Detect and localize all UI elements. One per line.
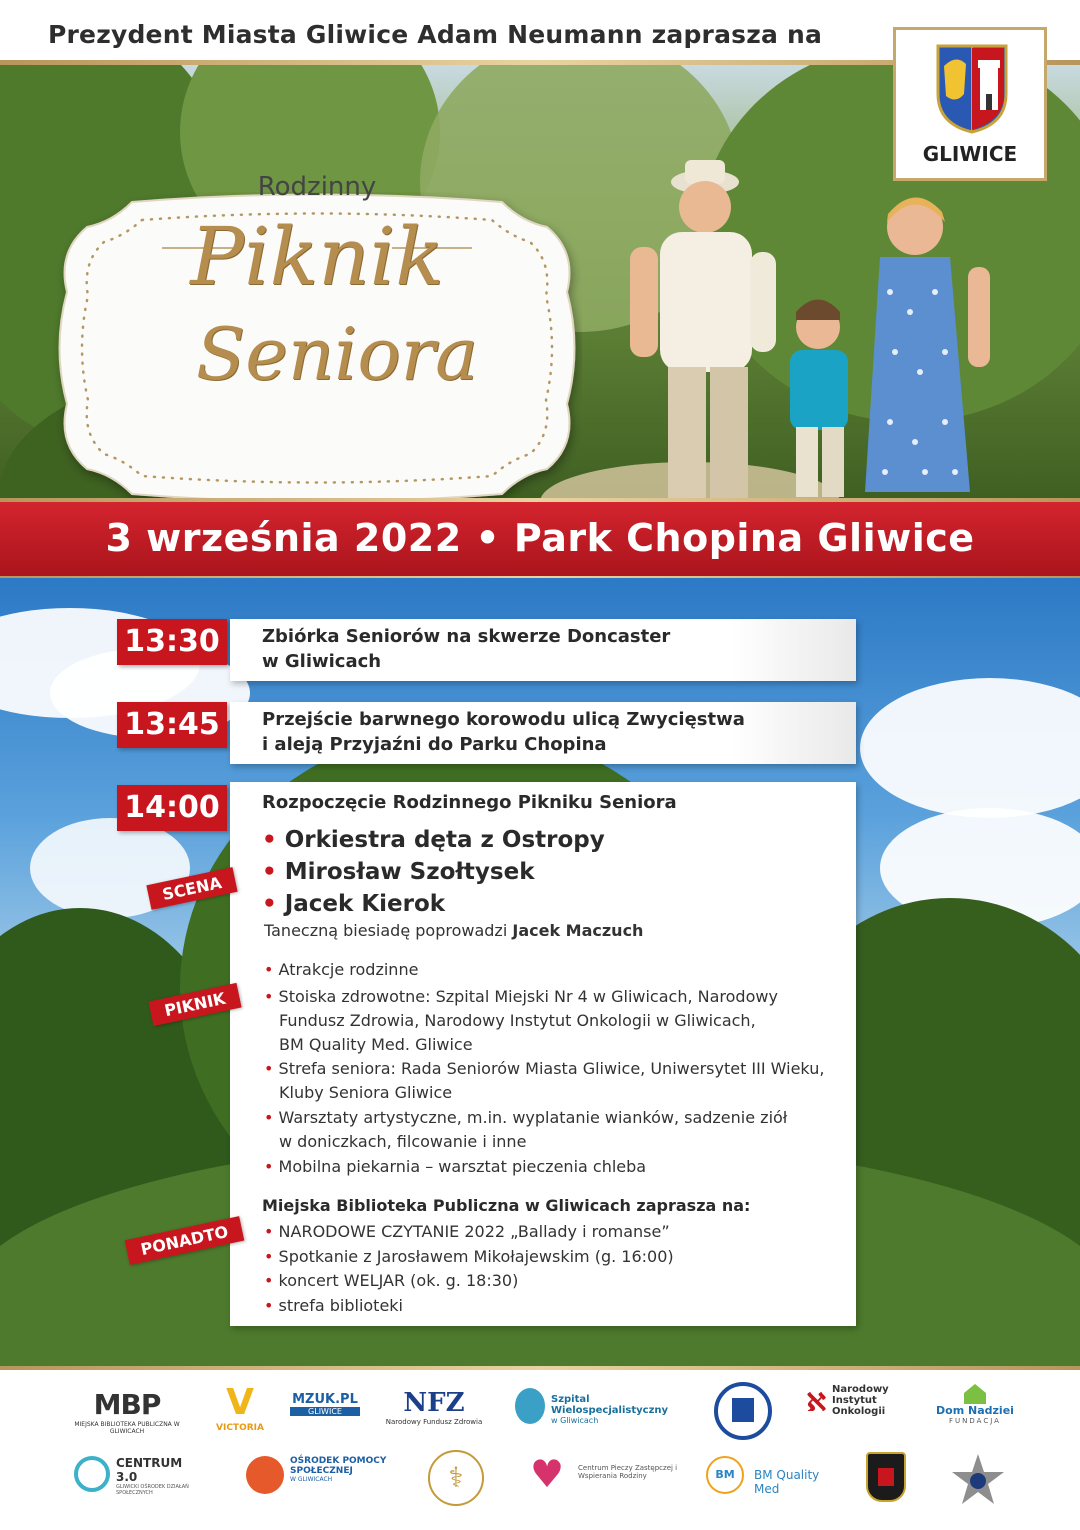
tag-piknik: PIKNIK [148,983,241,1026]
title-line1: Rodzinny [257,172,377,202]
logo-medical-caduceus: ⚕ [428,1450,484,1506]
family-photo [590,152,1010,502]
scena-item: • Orkiestra dęta z Ostropy [262,827,605,853]
logo-cpz: ♥ Centrum Pieczy Zastępczej i Wspierania Rodziny [530,1452,678,1496]
event-title: Rozpoczęcie Rodzinnego Pikniku Seniora [262,792,677,813]
logo-szpital-miejski [714,1382,772,1440]
piknik-item: • Strefa seniora: Rada Seniorów Miasta Gliwice, Uniwersytet III Wieku, Kluby Seniora Gliwice [264,1059,825,1102]
ponadto-heading: Miejska Biblioteka Publiczna w Gliwicach zaprasza na: [262,1196,751,1215]
ponadto-item: • strefa biblioteki [264,1296,403,1315]
logo-szpital: Szpital Wielospecjalistyczny w Gliwicach [515,1394,685,1425]
ponadto-item: • NARODOWE CZYTANIE 2022 „Ballady i romanse” [264,1222,670,1241]
logo-mbp: MBP MIEJSKA BIBLIOTEKA PUBLICZNA W GLIWICACH [74,1388,180,1435]
logo-nio: ℵ Narodowy Instytut Onkologii [806,1384,889,1418]
event-title: Przejście barwnego korowodu ulicą Zwycięstwa [262,709,745,730]
logo-nfz: NFZ Narodowy Fundusz Zdrowia [385,1388,483,1426]
event-title-cont: i aleją Przyjaźni do Parku Chopina [262,734,607,755]
tag-ponadto: PONADTO [125,1216,245,1265]
scena-item: • Jacek Kierok [262,891,446,917]
logo-centrum: CENTRUM 3.0 GLIWICKI OŚRODEK DZIAŁAŃ SPOŁECZNYCH [74,1456,200,1496]
logo-ops: OŚRODEK POMOCY SPOŁECZNEJ W GLIWICACH [246,1456,396,1483]
date-place-text: 3 września 2022 • Park Chopina Gliwice [105,516,975,560]
piknik-item: • Mobilna piekarnia – warsztat pieczenia chleba [264,1157,647,1176]
invitation-header: Prezydent Miasta Gliwice Adam Neumann zaprasza na [48,20,823,49]
event-title: Zbiórka Seniorów na skwerze Doncaster [262,626,671,647]
gold-divider-footer [0,1366,1080,1370]
logo-dom-nadziei: Dom Nadziei FUNDACJA [930,1384,1020,1425]
event-title-cont: w Gliwicach [262,651,382,672]
piknik-item: • Atrakcje rodzinne [264,960,419,979]
scena-note: Taneczną biesiadę poprowadzi Jacek Maczuch [264,921,644,940]
gliwice-logo [893,27,1047,181]
event-card-1330 [230,619,856,681]
logo-bm-quality: BM BM Quality Med [706,1456,836,1496]
scena-item: • Mirosław Szołtysek [262,859,535,885]
event-card-1345 [230,702,856,764]
logo-victoria: V VICTORIA [216,1382,264,1433]
logo-city-name: GLIWICE [922,142,1018,166]
ponadto-item: • koncert WELJAR (ok. g. 18:30) [264,1271,519,1290]
time-badge-1345: 13:45 [117,702,227,748]
logo-policja [950,1452,1006,1508]
ponadto-item: • Spotkanie z Jarosławem Mikołajewskim (g. 16:00) [264,1247,674,1266]
coat-of-arms-icon [936,44,1008,134]
logo-straz-miejska [866,1452,906,1502]
tag-scena: SCENA [146,867,237,910]
date-banner [0,502,1080,578]
logo-mzuk: MZUK.PL GLIWICE [290,1392,360,1416]
piknik-item: • Stoiska zdrowotne: Szpital Miejski Nr 4 w Gliwicach, Narodowy Fundusz Zdrowia, Narodowy Instytut Onkologii w Gliwicach, BM Quality Med. Gliwice [264,987,778,1054]
time-badge-1400: 14:00 [117,785,227,831]
time-badge-1330: 13:30 [117,619,227,665]
title-line3: Seniora [195,312,479,396]
title-line2: Piknik [190,210,444,303]
piknik-item: • Warsztaty artystyczne, m.in. wyplatanie wianków, sadzenie ziół w doniczkach, filcowanie i inne [264,1108,788,1151]
